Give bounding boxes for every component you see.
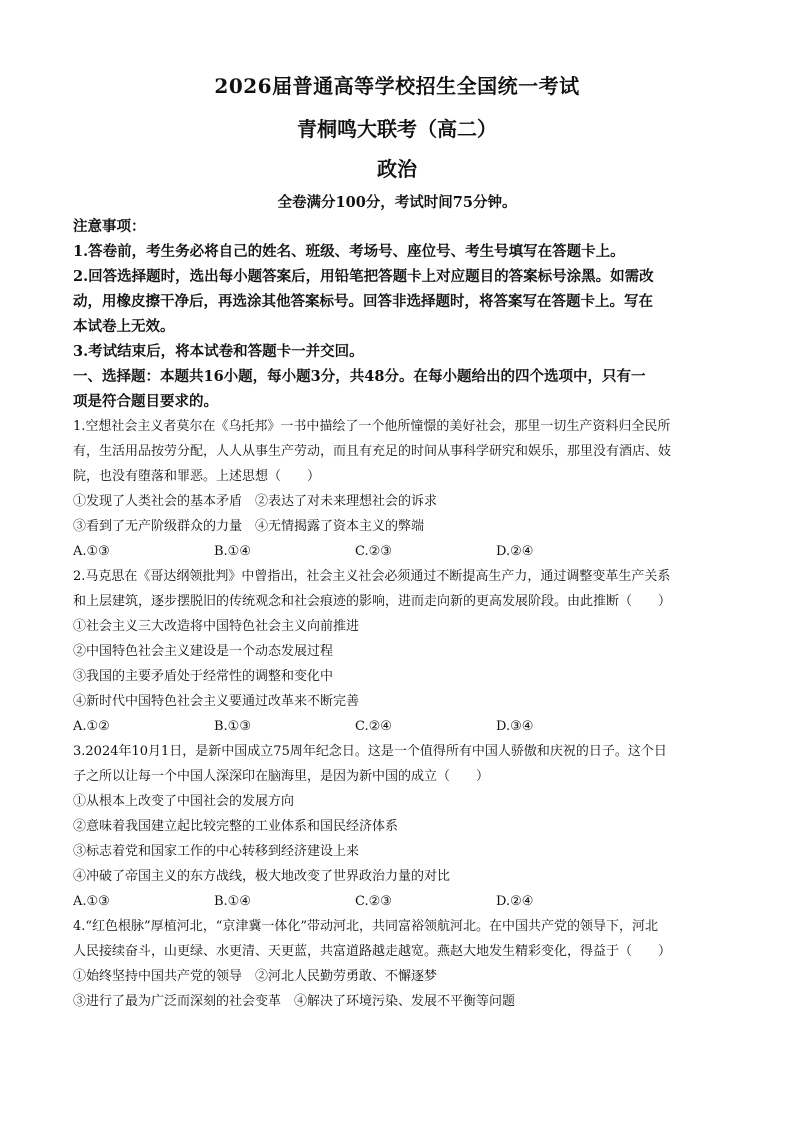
option-a: A.①③ xyxy=(73,894,110,909)
question-1-statement: ③看到了无产阶级群众的力量 ④无情揭露了资本主义的弊端 xyxy=(73,519,425,534)
question-3-statement: ④冲破了帝国主义的东方战线，极大地改变了世界政治力量的对比 xyxy=(73,869,451,884)
question-2-statement: ①社会主义三大改造将中国特色社会主义向前推进 xyxy=(73,619,360,634)
notice-item: 动，用橡皮擦干净后，再选涂其他答案标号。回答非选择题时，将答案写在答题卡上。写在 xyxy=(73,293,653,310)
question-3-statement: ①从根本上改变了中国社会的发展方向 xyxy=(73,794,295,809)
question-3-options xyxy=(73,889,722,914)
exam-subject: 政治 xyxy=(377,157,417,181)
option-a: A.①③ xyxy=(73,544,110,559)
section-heading-cont: 项是符合题目要求的。 xyxy=(73,393,218,410)
exam-title: 2026届普通高等学校招生全国统一考试 xyxy=(214,74,580,98)
option-a: A.①② xyxy=(73,719,110,734)
question-1-text: 1.空想社会主义者莫尔在《乌托邦》一书中描绘了一个他所憧憬的美好社会，那里一切生产资料归全民所 xyxy=(73,419,671,434)
question-1-text: 有，生活用品按劳分配，人人从事生产劳动，而且有充足的时间从事科学研究和娱乐，那里没有酒店、妓 xyxy=(73,444,672,459)
question-2-text: 2.马克思在《哥达纲领批判》中曾指出，社会主义社会必须通过不断提高生产力，通过调整变革生产关系 xyxy=(73,569,671,584)
question-3-text: 子之所以让每一个中国人深深印在脑海里，是因为新中国的成立（ ） xyxy=(73,769,490,784)
option-c: C.②④ xyxy=(355,719,392,734)
notice-item: 3.考试结束后，将本试卷和答题卡一并交回。 xyxy=(73,343,364,360)
option-b: B.①④ xyxy=(214,544,251,559)
exam-content xyxy=(73,214,722,1014)
question-2-statement: ③我国的主要矛盾处于经常性的调整和变化中 xyxy=(73,669,334,684)
question-2-text: 和上层建筑，逐步摆脱旧的传统观念和社会痕迹的影响，进而走向新的更高发展阶段。由此推断（ ） xyxy=(73,594,672,609)
notice-item: 2.回答选择题时，选出每小题答案后，用铅笔把答题卡上对应题目的答案标号涂黑。如需改 xyxy=(73,268,654,285)
score-info: 全卷满分100分，考试时间75分钟。 xyxy=(277,194,517,211)
question-1-options xyxy=(73,539,722,564)
exam-subtitle: 青桐鸣大联考（高二） xyxy=(297,117,497,141)
option-d: D.②④ xyxy=(496,894,534,909)
question-4-statement: ③进行了最为广泛而深刻的社会变革 ④解决了环境污染、发展不平衡等问题 xyxy=(73,994,516,1009)
option-d: D.③④ xyxy=(496,719,534,734)
question-1-statement: ①发现了人类社会的基本矛盾 ②表达了对未来理想社会的诉求 xyxy=(73,494,438,509)
option-d: D.②④ xyxy=(496,544,534,559)
notice-item: 本试卷上无效。 xyxy=(73,318,175,335)
option-c: C.②③ xyxy=(355,544,392,559)
question-4-text: 人民接续奋斗，山更绿、水更清、天更蓝，共富道路越走越宽。燕赵大地发生精彩变化，得益于（ ） xyxy=(73,944,672,959)
question-3-statement: ③标志着党和国家工作的中心转移到经济建设上来 xyxy=(73,844,360,859)
question-2-statement: ④新时代中国特色社会主义要通过改革来不断完善 xyxy=(73,694,360,709)
question-4-statement: ①始终坚持中国共产党的领导 ②河北人民勤劳勇敢、不懈逐梦 xyxy=(73,969,438,984)
option-b: B.①④ xyxy=(214,894,251,909)
section-heading: 一、选择题：本题共16小题，每小题3分，共48分。在每小题给出的四个选项中，只有一 xyxy=(73,368,646,385)
question-1-text: 院，也没有堕落和罪恶。上述思想（ ） xyxy=(73,469,321,484)
question-3-text: 3.2024年10月1日，是新中国成立75周年纪念日。这是一个值得所有中国人骄傲和庆祝的日子。这个日 xyxy=(73,744,667,759)
option-b: B.①③ xyxy=(214,719,251,734)
question-4-text: 4.“红色根脉”厚植河北，“京津冀一体化”带动河北，共同富裕领航河北。在中国共产党的领导下，河北 xyxy=(73,919,658,934)
notice-item: 1.答卷前，考生务必将自己的姓名、班级、考场号、座位号、考生号填写在答题卡上。 xyxy=(73,243,625,260)
option-c: C.②③ xyxy=(355,894,392,909)
question-3-statement: ②意味着我国建立起比较完整的工业体系和国民经济体系 xyxy=(73,819,399,834)
question-2-options xyxy=(73,714,722,739)
question-2-statement: ②中国特色社会主义建设是一个动态发展过程 xyxy=(73,644,334,659)
notice-heading: 注意事项： xyxy=(73,218,146,235)
